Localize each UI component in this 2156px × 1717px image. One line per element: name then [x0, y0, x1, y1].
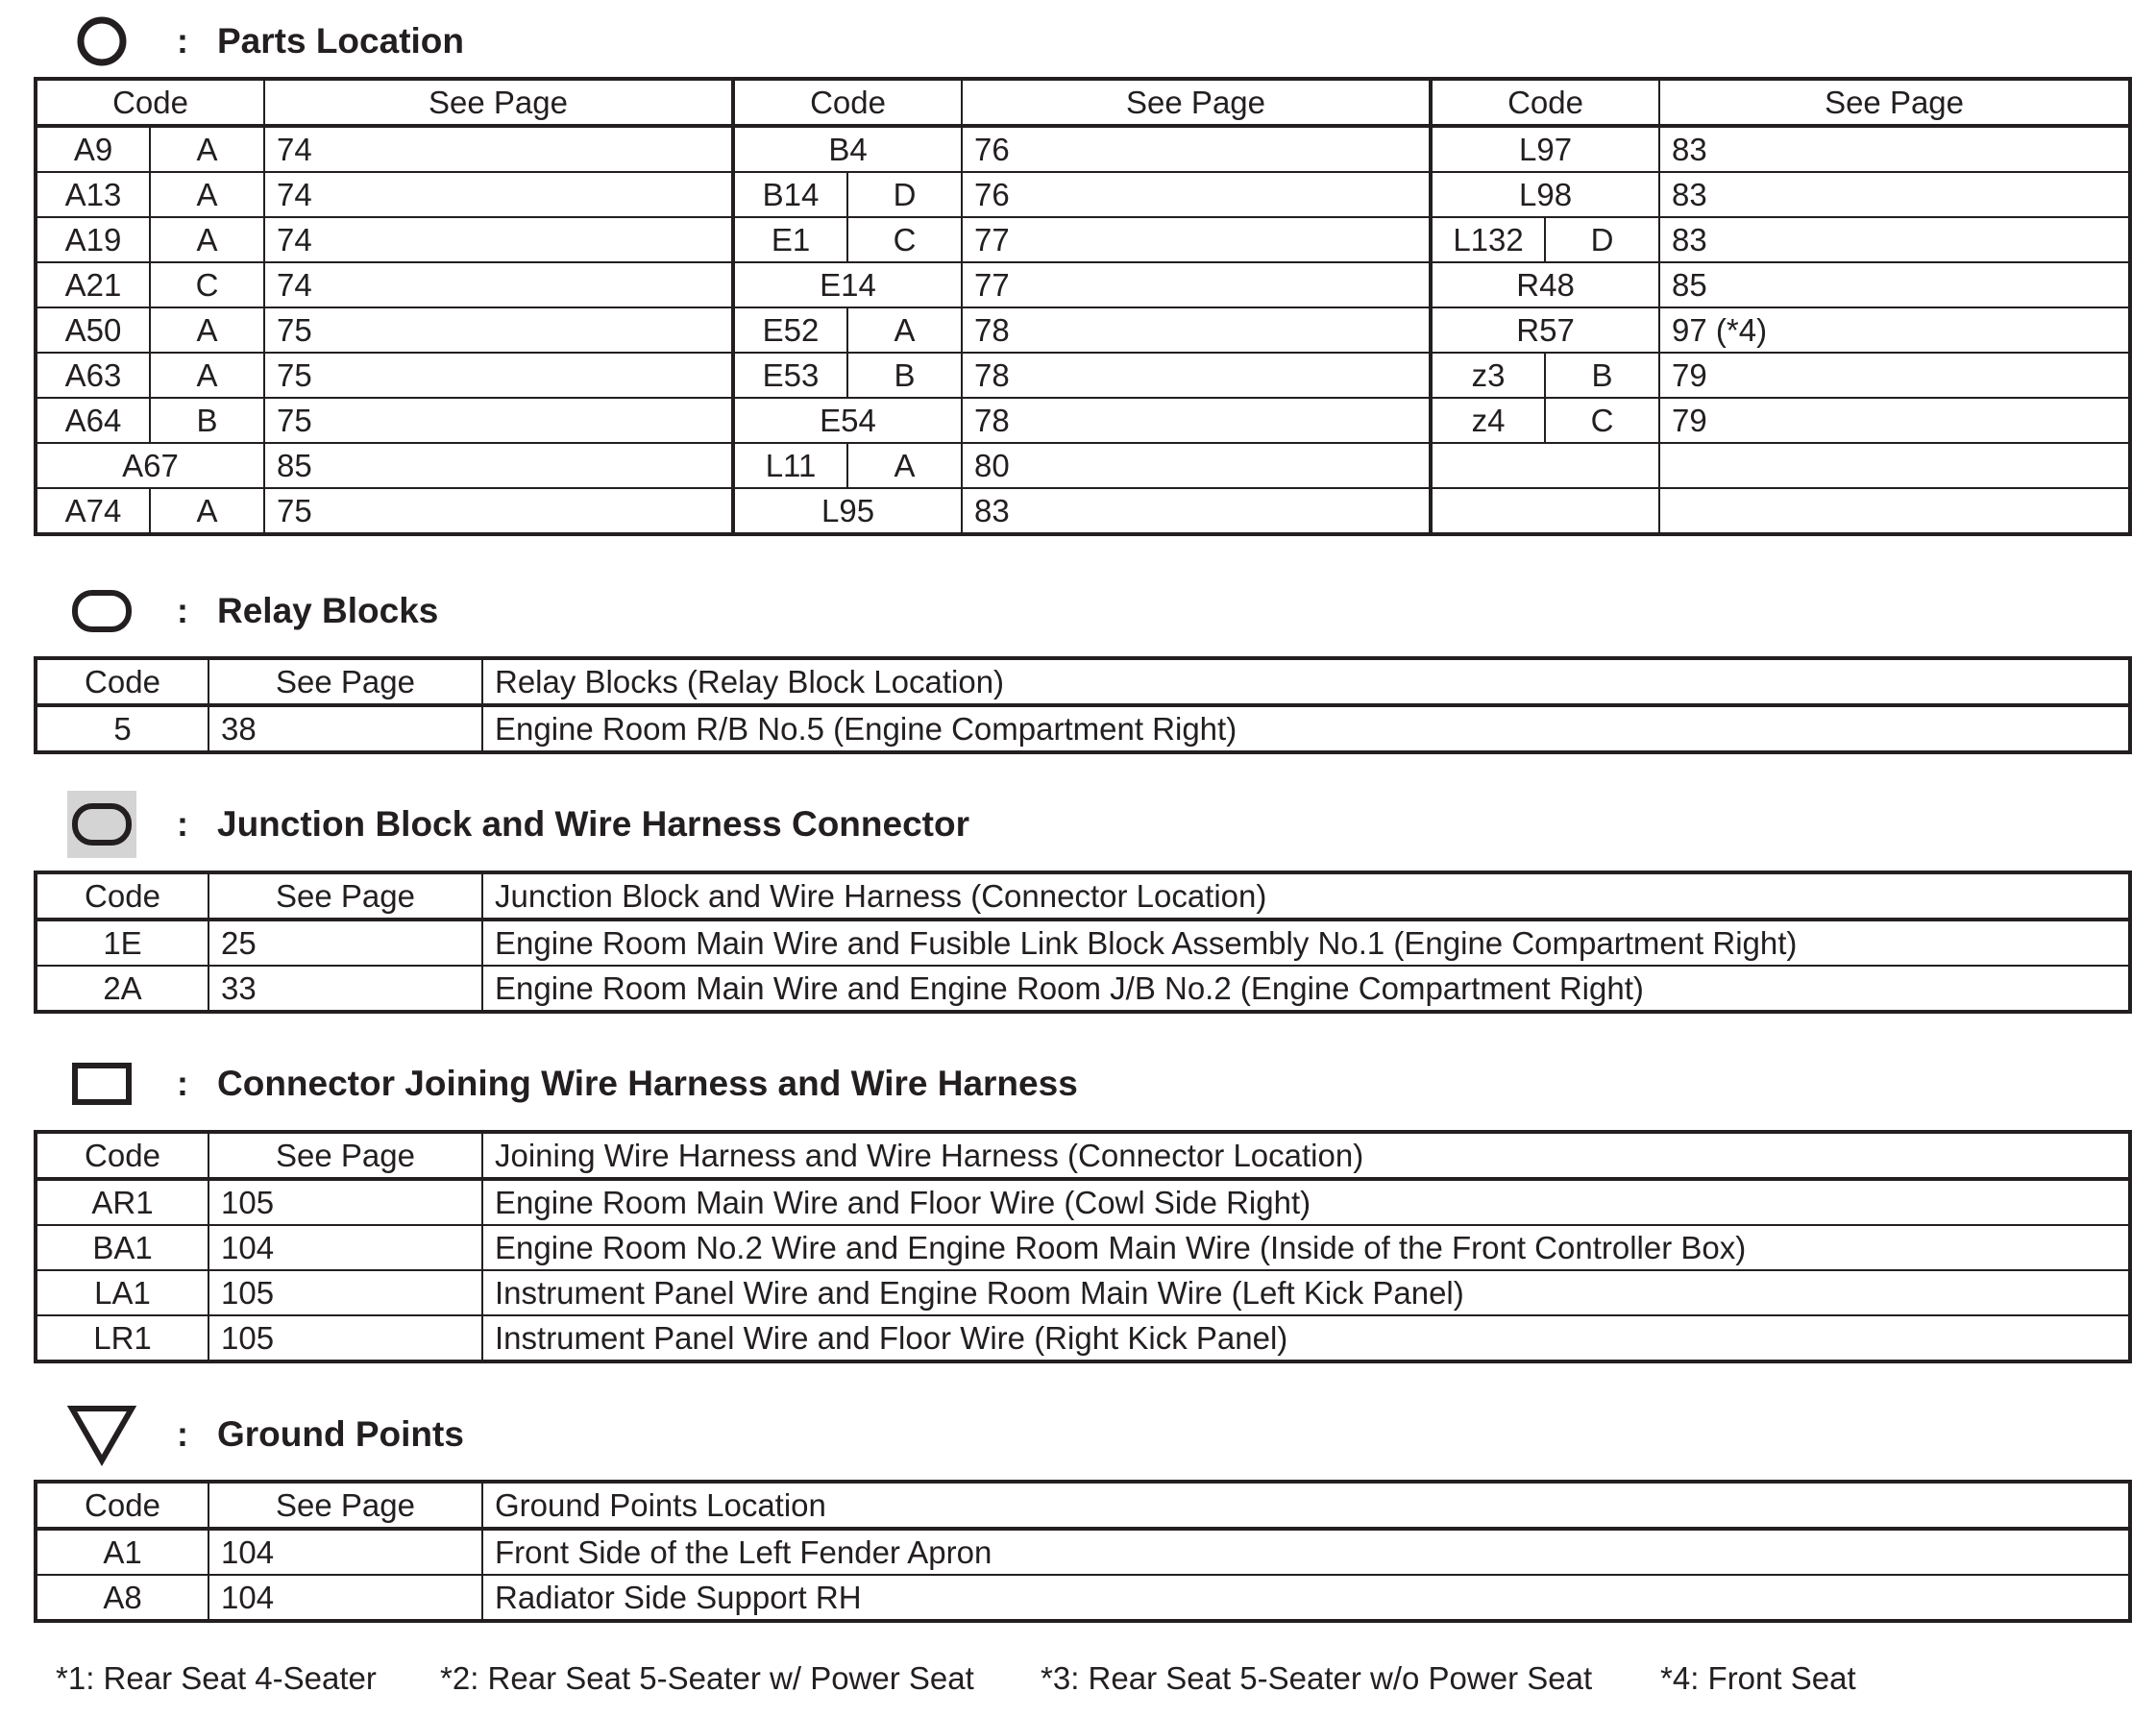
- sub-code-cell: A: [847, 443, 962, 488]
- page-cell: 105: [208, 1270, 482, 1315]
- table-row: [36, 217, 2130, 262]
- table-row: [36, 126, 2130, 172]
- code-cell: A13: [36, 172, 150, 217]
- code-cell: LA1: [36, 1270, 208, 1315]
- column-header-description: Junction Block and Wire Harness (Connector Location): [482, 872, 2130, 920]
- code-cell: A74: [36, 488, 150, 534]
- code-cell: A50: [36, 307, 150, 353]
- parts-location-title: Parts Location: [217, 21, 464, 61]
- page-cell: 74: [264, 217, 733, 262]
- column-header-code: Code: [733, 79, 962, 126]
- code-cell: L95: [733, 488, 962, 534]
- description-cell: Engine Room Main Wire and Floor Wire (Cowl Side Right): [482, 1179, 2130, 1225]
- code-cell: AR1: [36, 1179, 208, 1225]
- table-header-row: [36, 1132, 2130, 1179]
- code-cell: L132: [1431, 217, 1545, 262]
- code-cell: R48: [1431, 262, 1659, 307]
- column-header-code: Code: [36, 872, 208, 920]
- code-cell: E14: [733, 262, 962, 307]
- joining-connector-title: Connector Joining Wire Harness and Wire Harness: [217, 1064, 1078, 1103]
- code-cell: L97: [1431, 126, 1659, 172]
- joining-connector-table: [34, 1130, 2132, 1363]
- column-header-see-page: See Page: [208, 872, 482, 920]
- page-cell: 75: [264, 488, 733, 534]
- page-cell: 75: [264, 307, 733, 353]
- page-cell: 83: [1659, 126, 2130, 172]
- joining-connector-header: [67, 1050, 1078, 1117]
- page-cell: [1659, 443, 2130, 488]
- sub-code-cell: D: [1545, 217, 1659, 262]
- page-cell: 85: [1659, 262, 2130, 307]
- page-cell: 105: [208, 1179, 482, 1225]
- code-cell: E52: [733, 307, 847, 353]
- code-cell: B4: [733, 126, 962, 172]
- page-cell: 79: [1659, 398, 2130, 443]
- sub-code-cell: C: [1545, 398, 1659, 443]
- code-cell: 2A: [36, 966, 208, 1012]
- sub-code-cell: A: [150, 307, 264, 353]
- ground-points-title: Ground Points: [217, 1414, 464, 1454]
- page-cell: 76: [962, 126, 1431, 172]
- triangle-down-icon: [67, 1401, 136, 1468]
- sub-code-cell: B: [150, 398, 264, 443]
- footnote-1: *1: Rear Seat 4-Seater: [56, 1660, 377, 1696]
- column-header-see-page: See Page: [962, 79, 1431, 126]
- code-cell: A63: [36, 353, 150, 398]
- page-cell: 85: [264, 443, 733, 488]
- sub-code-cell: A: [150, 488, 264, 534]
- junction-block-colon: :: [177, 804, 188, 844]
- page-cell: 83: [962, 488, 1431, 534]
- table-row: [36, 1179, 2130, 1225]
- page-cell: 77: [962, 217, 1431, 262]
- ground-points-colon: :: [177, 1414, 188, 1454]
- code-cell: z4: [1431, 398, 1545, 443]
- page-cell: 33: [208, 966, 482, 1012]
- page-cell: 38: [208, 705, 482, 752]
- column-header-description: Ground Points Location: [482, 1482, 2130, 1529]
- footnote-2: *2: Rear Seat 5-Seater w/ Power Seat: [440, 1660, 974, 1696]
- code-cell: A1: [36, 1529, 208, 1575]
- junction-block-table: [34, 871, 2132, 1014]
- ground-points-header: [67, 1401, 464, 1468]
- page-cell: 97 (*4): [1659, 307, 2130, 353]
- description-cell: Engine Room R/B No.5 (Engine Compartment Right): [482, 705, 2130, 752]
- table-row: [36, 307, 2130, 353]
- code-cell: 1E: [36, 920, 208, 966]
- shaded-rounded-rectangle-icon: [67, 791, 136, 858]
- table-row: [36, 1270, 2130, 1315]
- table-row: [36, 920, 2130, 966]
- page-cell: 75: [264, 398, 733, 443]
- page-cell: 79: [1659, 353, 2130, 398]
- sub-code-cell: B: [1545, 353, 1659, 398]
- code-cell: 5: [36, 705, 208, 752]
- sub-code-cell: B: [847, 353, 962, 398]
- description-cell: Instrument Panel Wire and Floor Wire (Right Kick Panel): [482, 1315, 2130, 1361]
- page-cell: 74: [264, 172, 733, 217]
- code-cell: L98: [1431, 172, 1659, 217]
- column-header-see-page: See Page: [208, 1132, 482, 1179]
- page-cell: 105: [208, 1315, 482, 1361]
- table-row: [36, 705, 2130, 752]
- parts-location-colon: :: [177, 21, 188, 61]
- footnote-3: *3: Rear Seat 5-Seater w/o Power Seat: [1041, 1660, 1593, 1696]
- column-header-see-page: See Page: [1659, 79, 2130, 126]
- code-cell: [1431, 488, 1659, 534]
- footnote-4: *4: Front Seat: [1660, 1660, 1856, 1696]
- code-cell: B14: [733, 172, 847, 217]
- page-cell: 83: [1659, 217, 2130, 262]
- relay-blocks-colon: :: [177, 591, 188, 630]
- code-cell: z3: [1431, 353, 1545, 398]
- code-cell: [1431, 443, 1659, 488]
- page-cell: 78: [962, 398, 1431, 443]
- code-cell: A21: [36, 262, 150, 307]
- sub-code-cell: A: [150, 217, 264, 262]
- table-header-row: [36, 658, 2130, 705]
- sub-code-cell: A: [150, 353, 264, 398]
- page-cell: 80: [962, 443, 1431, 488]
- page-cell: 104: [208, 1529, 482, 1575]
- table-header-row: [36, 79, 2130, 126]
- code-cell: BA1: [36, 1225, 208, 1270]
- page-cell: 25: [208, 920, 482, 966]
- description-cell: Instrument Panel Wire and Engine Room Main Wire (Left Kick Panel): [482, 1270, 2130, 1315]
- sub-code-cell: A: [150, 172, 264, 217]
- page-cell: 104: [208, 1575, 482, 1621]
- sub-code-cell: C: [150, 262, 264, 307]
- table-row: [36, 353, 2130, 398]
- code-cell: A8: [36, 1575, 208, 1621]
- column-header-see-page: See Page: [264, 79, 733, 126]
- table-row: [36, 172, 2130, 217]
- column-header-see-page: See Page: [208, 658, 482, 705]
- column-header-see-page: See Page: [208, 1482, 482, 1529]
- code-cell: LR1: [36, 1315, 208, 1361]
- page-cell: 83: [1659, 172, 2130, 217]
- parts-location-header: [67, 8, 464, 75]
- table-row: [36, 1575, 2130, 1621]
- relay-blocks-title: Relay Blocks: [217, 591, 439, 630]
- rectangle-icon: [67, 1050, 136, 1117]
- column-header-code: Code: [36, 79, 264, 126]
- table-row: [36, 966, 2130, 1012]
- page-cell: 75: [264, 353, 733, 398]
- page-cell: 78: [962, 353, 1431, 398]
- junction-block-title: Junction Block and Wire Harness Connector: [217, 804, 969, 844]
- code-cell: A19: [36, 217, 150, 262]
- code-cell: L11: [733, 443, 847, 488]
- description-cell: Engine Room Main Wire and Engine Room J/B No.2 (Engine Compartment Right): [482, 966, 2130, 1012]
- code-cell: A64: [36, 398, 150, 443]
- joining-connector-colon: :: [177, 1064, 188, 1103]
- sub-code-cell: D: [847, 172, 962, 217]
- relay-blocks-header: [67, 577, 438, 645]
- page-cell: 76: [962, 172, 1431, 217]
- page-cell: 77: [962, 262, 1431, 307]
- rounded-rectangle-icon: [67, 577, 136, 645]
- page-cell: 74: [264, 262, 733, 307]
- table-row: [36, 262, 2130, 307]
- table-header-row: [36, 1482, 2130, 1529]
- column-header-description: Relay Blocks (Relay Block Location): [482, 658, 2130, 705]
- table-row: [36, 398, 2130, 443]
- table-row: [36, 1529, 2130, 1575]
- code-cell: A9: [36, 126, 150, 172]
- junction-block-header: [67, 791, 969, 858]
- column-header-description: Joining Wire Harness and Wire Harness (Connector Location): [482, 1132, 2130, 1179]
- description-cell: Engine Room Main Wire and Fusible Link Block Assembly No.1 (Engine Compartment Right): [482, 920, 2130, 966]
- table-row: [36, 1225, 2130, 1270]
- code-cell: E1: [733, 217, 847, 262]
- code-cell: E54: [733, 398, 962, 443]
- table-row: [36, 1315, 2130, 1361]
- code-cell: R57: [1431, 307, 1659, 353]
- sub-code-cell: A: [847, 307, 962, 353]
- column-header-code: Code: [36, 658, 208, 705]
- table-row: [36, 443, 2130, 488]
- circle-icon: [67, 8, 136, 75]
- relay-blocks-table: [34, 656, 2132, 754]
- page-cell: 78: [962, 307, 1431, 353]
- table-header-row: [36, 872, 2130, 920]
- ground-points-table: [34, 1480, 2132, 1623]
- page-cell: 74: [264, 126, 733, 172]
- column-header-code: Code: [36, 1482, 208, 1529]
- code-cell: E53: [733, 353, 847, 398]
- page-cell: 104: [208, 1225, 482, 1270]
- sub-code-cell: C: [847, 217, 962, 262]
- code-cell: A67: [36, 443, 264, 488]
- column-header-code: Code: [1431, 79, 1659, 126]
- table-row: [36, 488, 2130, 534]
- description-cell: Radiator Side Support RH: [482, 1575, 2130, 1621]
- column-header-code: Code: [36, 1132, 208, 1179]
- description-cell: Engine Room No.2 Wire and Engine Room Main Wire (Inside of the Front Controller Box): [482, 1225, 2130, 1270]
- parts-location-table: [34, 77, 2132, 536]
- page-cell: [1659, 488, 2130, 534]
- sub-code-cell: A: [150, 126, 264, 172]
- description-cell: Front Side of the Left Fender Apron: [482, 1529, 2130, 1575]
